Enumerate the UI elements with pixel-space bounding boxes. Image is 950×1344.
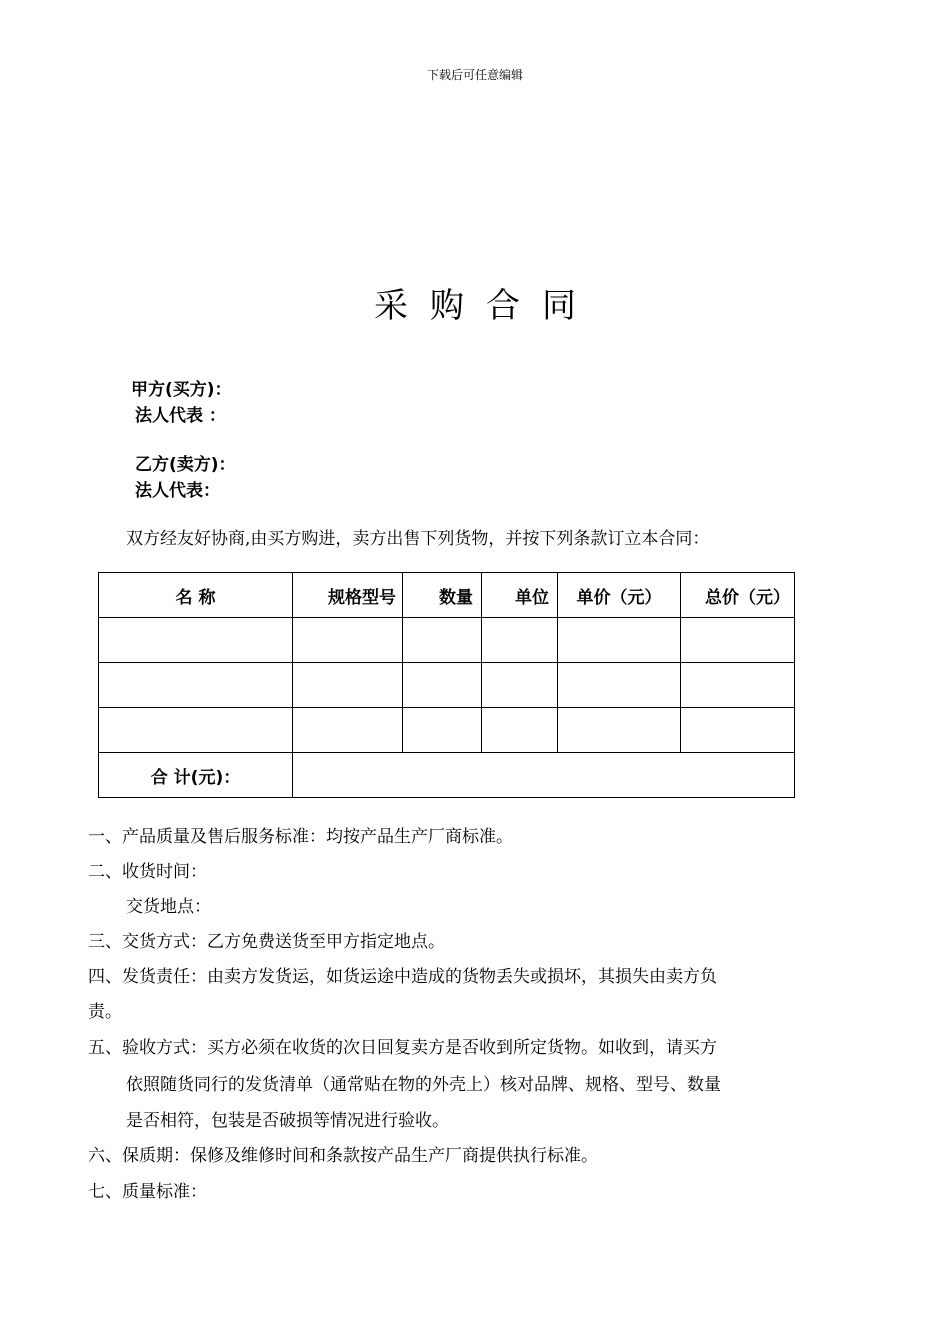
clause-2: 二、收货时间： [88,862,207,882]
clause-5: 五、验收方式：买方必须在收货的次日回复卖方是否收到所定货物。如收到，请买方 [88,1038,717,1058]
clause-4: 四、发货责任：由卖方发货运，如货运途中造成的货物丢失或损坏，其损失由卖方负 [88,967,717,987]
table-row [99,708,795,753]
column-header-total-price: 总价（元） [681,573,795,618]
table-cell [558,618,681,663]
table-cell [403,708,482,753]
table-header-row [99,573,795,618]
total-row [99,753,795,798]
clause-5-continued-2: 是否相符，包装是否破损等情况进行验收。 [126,1111,449,1131]
total-label: 合 计(元)： [99,753,293,798]
buyer-label: 甲方(买方)： [131,380,232,400]
intro-paragraph: 双方经友好协商,由买方购进，卖方出售下列货物，并按下列条款订立本合同： [126,529,710,549]
seller-label: 乙方(卖方)： [135,455,236,475]
table-cell [681,663,795,708]
table-cell [681,618,795,663]
column-header-quantity: 数量 [403,573,482,618]
header-note: 下载后可任意编辑 [426,68,523,82]
table-cell [681,708,795,753]
column-header-name: 名 称 [99,573,293,618]
table-cell [99,708,293,753]
table-cell [403,618,482,663]
clause-6: 六、保质期：保修及维修时间和条款按产品生产厂商提供执行标准。 [88,1146,598,1166]
buyer-representative-label: 法人代表 ： [135,406,226,426]
seller-representative-label: 法人代表： [135,481,220,501]
clause-3: 三、交货方式：乙方免费送货至甲方指定地点。 [88,932,445,952]
goods-table [98,572,795,798]
table-cell [482,618,558,663]
table-cell [99,663,293,708]
column-header-spec: 规格型号 [293,573,403,618]
clause-1: 一、产品质量及售后服务标准：均按产品生产厂商标准。 [88,827,513,847]
table-cell [482,663,558,708]
total-value [293,753,795,798]
table-cell [482,708,558,753]
table-cell [293,708,403,753]
table-row [99,618,795,663]
column-header-unit-price: 单价（元） [558,573,681,618]
table-cell [558,708,681,753]
clause-2-delivery-location: 交货地点： [126,897,211,917]
table-row [99,663,795,708]
document-title: 采购合同 [374,286,598,326]
table-cell [293,618,403,663]
column-header-unit: 单位 [482,573,558,618]
table-cell [558,663,681,708]
table-cell [99,618,293,663]
table-cell [293,663,403,708]
clause-7: 七、质量标准： [88,1182,207,1202]
clause-5-continued-1: 依照随货同行的发货清单（通常贴在物的外壳上）核对品牌、规格、型号、数量 [126,1075,721,1095]
table-cell [403,663,482,708]
clause-4-continued: 责。 [88,1002,122,1022]
